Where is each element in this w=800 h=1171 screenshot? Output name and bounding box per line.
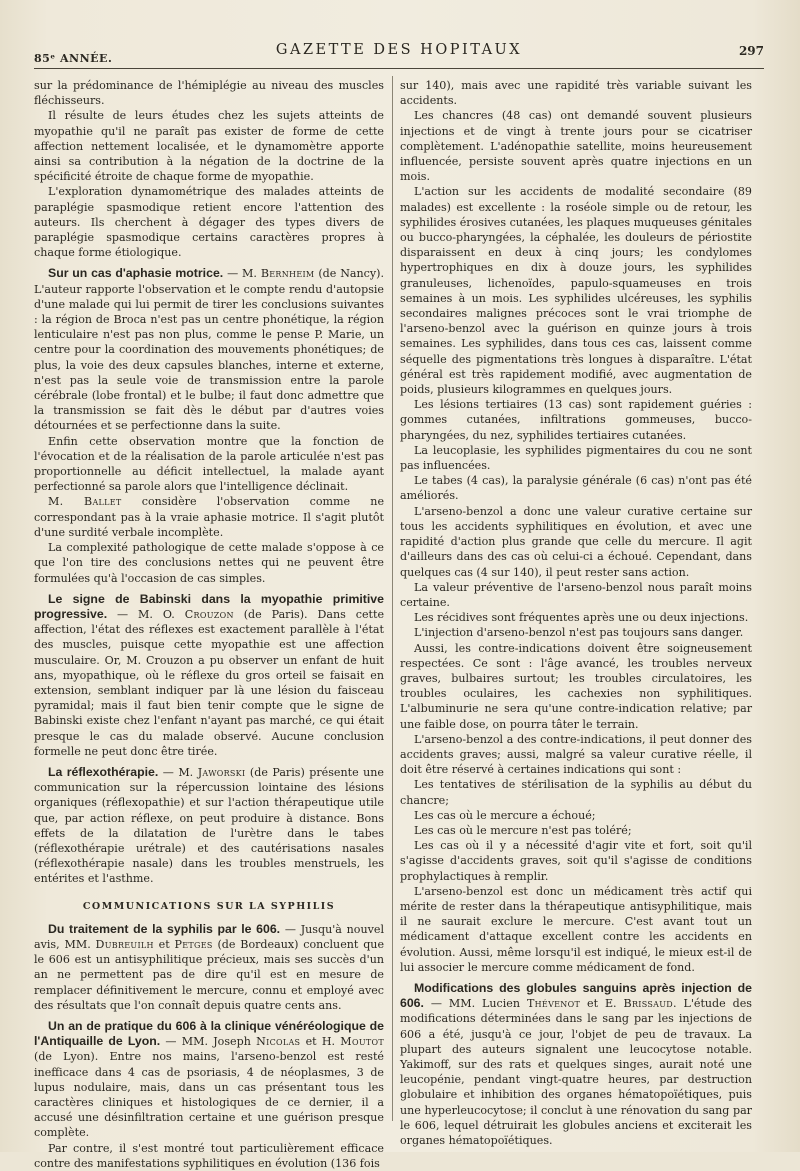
- article-title: Du traitement de la syphilis par le 606.: [48, 921, 281, 936]
- paragraph: Les cas où le mercure n'est pas toléré;: [414, 823, 632, 837]
- paragraph: La leucoplasie, les syphilides pigmentaires du cou ne sont pas influencées.: [400, 443, 752, 473]
- author-name: Bernheim: [260, 267, 315, 281]
- paragraph: Les tentatives de stérilisation de la syphilis au début du chancre;: [400, 778, 752, 807]
- paragraph: L'arseno-benzol a donc une valeur curative certaine sur tous les accidents syphilitiques en évolution, et avec une rapidité d'action plus grande que celle du mercure. Il agit d'ailleurs dans des cas où celui-ci a échoué. Cependant, dans quelques cas (4 sur 140), il peut rester sans action.: [400, 504, 752, 579]
- paragraph: Les chancres (48 cas) ont demandé souvent plusieurs injections et de vingt à trente jours pour se cicatriser complètement. L'adénopathie satellite, moins heureusement influencée, persiste souvent après quatre injections en un mois.: [400, 109, 752, 184]
- paragraph: L'action sur les accidents de modalité secondaire (89 malades) est excellente : la roséole simple ou de retour, les syphilides érosives cutanées, les plaques muqueuses génitales ou bucco-pharyngées, la céphalée, les douleurs de périostite disparaissent en deux à cinq jours; les condylomes hypertrophiques en dix à douze jours, les syphilides granuleuses, lichenoïdes, papulo-squameuses en trois semaines à un mois. Les syphilides ulcéreuses, les syphilis secondaires malignes précoces sont le vrai triomphe de l'arseno-benzol avec la guérison en quinze jours à trois semaines. Les syphilides, dans tous ces cas, laissent comme séquelle des pigmentations très longues à disparaître. L'état général est très rapidement modifié, avec augmentation de poids, plusieurs kilogrammes en quelques jours.: [400, 185, 752, 397]
- article-traitement-606: Du traitement de la syphilis par le 606. — Jusqu'à nouvel avis, MM. Dubreuilh et Petges (de Bordeaux) concluent que le 606 est un antisyphilitique précieux, mais ses succès d'un an ne permettent pas de dire qu'il est en mesure de remplacer définitivement le mercure, connu et employé avec des résultats que l'on connaît depuis quatre cents ans.: [34, 921, 385, 1012]
- author-name: Jaworski: [197, 765, 246, 779]
- author-name: Thévenot: [526, 997, 581, 1011]
- right-column: [400, 78, 752, 1148]
- article-globules: Modifications des globules sanguins après injection de 606. — MM. Lucien Thévenot et E. Brissaud. L'étude des modifications déterminées dans le sang par les injections de 606 a été, jusqu'à ce jour, l'objet de peu de travaux. La plupart des auteurs signalent une leucocytose notable. Yakimoff, sur des rats et quelques singes, aurait noté une leucopénie, pendant vingt-quatre heures, par destruction globulaire et inhibition des organes hématopoïétiques, puis une hyperleucocytose; il conclut à une rénovation du sang par le 606, lequel détruirait les globules anciens et exciterait les organes hématopoïétiques.: [400, 980, 752, 1148]
- article-title: Un an de pratique du 606 à la clinique vénéréologique de l'Antiquaille de Lyon.: [34, 1018, 384, 1049]
- header-page-number: 297: [738, 44, 764, 58]
- article-title: La réflexothérapie.: [48, 764, 159, 779]
- author-name: Crouzon: [184, 607, 234, 621]
- paragraph: Le tabes (4 cas), la paralysie générale (6 cas) n'ont pas été améliorés.: [400, 474, 752, 503]
- article-title: Le signe de Babinski dans la myopathie primitive progressive.: [34, 591, 384, 621]
- article-title: Sur un cas d'aphasie motrice.: [48, 266, 224, 281]
- article-title: Modifications des globules sanguins après injection de 606.: [400, 980, 752, 1011]
- author-name: Nicolas: [256, 1035, 301, 1049]
- paragraph: Il résulte de leurs études chez les sujets atteints de myopathie qu'il ne paraît pas exister de forme de cette affection nettement localisée, et le dynamomètre apporte ainsi sa contribution à la négation de la doctrine de la spécificité étroite de chaque forme de myopathie.: [34, 109, 384, 184]
- paragraph: L'exploration dynamométrique des malades atteints de paraplégie spasmodique retient encore l'attention des auteurs. Ils cherchent à dégager des types divers de paraplégie spasmodique certains caractères propres à chaque forme étiologique.: [34, 185, 384, 260]
- paragraph: Enfin cette observation montre que la fonction de l'évocation et de la réalisation de la parole articulée n'est pas proportionnelle au déficit intellectuel, la malade ayant perfectionné sa parole alors que l'intelligence déclinait.: [34, 434, 384, 494]
- author-name: M. Ballet: [48, 495, 122, 509]
- article-babinski: Le signe de Babinski dans la myopathie primitive progressive. — M. O. Crouzon (de Paris). Dans cette affection, l'état des réflexes est exactement parallèle à l'état des muscles, puisque cette myopathie est une affection musculaire. Or, M. Crouzon a pu observer un enfant de huit ans, myopathique, où le réflexe du gros orteil se faisait en extension, semblant indiquer par là une lésion du faisceau pyramidal; mais il faut bien tenir compte que le signe de Babinski existe chez l'enfant n'ayant pas marché, ce qui était presque le cas du malade observé. Aucune conclusion formelle ne peut donc être tirée.: [34, 591, 385, 758]
- paragraph: M. Ballet considère l'observation comme ne correspondant pas à la vraie aphasie motrice. Il s'agit plutôt d'une surdité verbale incomplète.: [34, 495, 385, 539]
- author-name: Moutot: [340, 1035, 384, 1049]
- paragraph: La valeur préventive de l'arseno-benzol nous paraît moins certaine.: [400, 580, 752, 609]
- left-column: [34, 78, 385, 1170]
- author-name: Dubreuilh: [95, 937, 154, 951]
- paragraph: Les lésions tertiaires (13 cas) sont rapidement guéries : gommes cutanées, infiltrations gommeuses, bucco-pharyngées, du nez, syphilides tertiaires cutanées.: [400, 398, 752, 442]
- paragraph: sur 140), mais avec une rapidité très variable suivant les accidents.: [400, 79, 752, 108]
- paragraph: Aussi, les contre-indications doivent être soigneusement respectées. Ce sont : l'âge avancé, les troubles nerveux graves, bulbaires surtout; les troubles circulatoires, les troubles oculaires, les cachexies non syphilitiques. L'albuminurie ne sera qu'une contre-indication relative; par une faible dose, on pourra tâter le terrain.: [400, 641, 752, 731]
- article-antiquaille: Un an de pratique du 606 à la clinique vénéréologique de l'Antiquaille de Lyon. — MM. Joseph Nicolas et H. Moutot (de Lyon). Entre nos mains, l'arseno-benzol est resté inefficace dans 4 cas de psoriasis, 4 de néoplasmes, 3 de lupus nodulaire, mais, dans un cas présentant tous les caractères cliniques et histologiques de ce dernier, il a accusé une désinfiltration certaine et une guérison presque complète.: [34, 1018, 384, 1140]
- paragraph: Les cas où le mercure a échoué;: [414, 808, 596, 822]
- paragraph: L'arseno-benzol a des contre-indications, il peut donner des accidents graves; aussi, malgré sa valeur curative réelle, il doit être réservé à certaines indications qui sont :: [400, 732, 752, 777]
- column-divider: [392, 76, 393, 1121]
- page-header: [34, 38, 764, 69]
- header-title: GAZETTE DES HOPITAUX: [275, 42, 523, 58]
- header-year: 85ᵉ ANNÉE.: [34, 52, 113, 65]
- article-reflexotherapie: La réflexothérapie. — M. Jaworski (de Paris) présente une communication sur la répercussion lointaine des lésions organiques (réflexopathie) et sur l'action thérapeutique utile que, par action réflexe, on peut produire à distance. Bons effets de la dilatation de l'urètre dans le tabes (réflexothérapie urétrale) et des cautérisations nasales (réflexothérapie nasale) dans les troubles menstruels, les entérites et l'asthme.: [34, 764, 384, 886]
- author-name: Petges: [174, 937, 213, 951]
- article-aphasie: Sur un cas d'aphasie motrice. — M. Bernheim (de Nancy). L'auteur rapporte l'observation et le compte rendu d'autopsie d'une malade qui lui permit de tirer les conclusions suivantes : la région de Broca n'est pas un centre phonétique, la région lenticulaire n'est pas non plus, comme le pense P. Marie, un centre pour la coordination des mouvements phonétiques; de plus, la voie des deux capsules blanches, interne et externe, n'est pas la seule voie de transmission entre la parole cérébrale (lobe frontal) et le bulbe; il faut donc admettre que la transmission se fait dès le début par d'autres voies détournées et se perfectionne dans la suite.: [34, 266, 384, 433]
- paragraph: Les cas où il y a nécessité d'agir vite et fort, soit qu'il s'agisse d'accidents graves, soit qu'il s'agisse de conditions prophylactiques à remplir.: [400, 839, 752, 883]
- paragraph: L'arseno-benzol est donc un médicament très actif qui mérite de rester dans la thérapeutique antisyphilitique, mais il ne saurait exclure le mercure. C'est avant tout un médicament d'attaque excellent contre les accidents en évolution. Aussi, même lorsqu'il est indiqué, le mieux est-il de lui associer le mercure comme médicament de fond.: [400, 884, 752, 974]
- author-name: Brissaud: [623, 997, 674, 1011]
- paragraph: Les récidives sont fréquentes après une ou deux injections.: [414, 611, 749, 625]
- paragraph: La complexité pathologique de cette malade s'oppose à ce que l'on tire des conclusions nettes qui ne peuvent être formulées qu'à l'occasion de cas simples.: [34, 541, 384, 585]
- paragraph: sur la prédominance de l'hémiplégie au niveau des muscles fléchisseurs.: [34, 79, 384, 108]
- paragraph: L'injection d'arseno-benzol n'est pas toujours sans danger.: [414, 626, 744, 640]
- paragraph: Par contre, il s'est montré tout particulièrement efficace contre des manifestations syphilitiques en évolution (136 fois: [34, 1141, 384, 1170]
- section-rubric: COMMUNICATIONS SUR LA SYPHILIS: [82, 900, 336, 912]
